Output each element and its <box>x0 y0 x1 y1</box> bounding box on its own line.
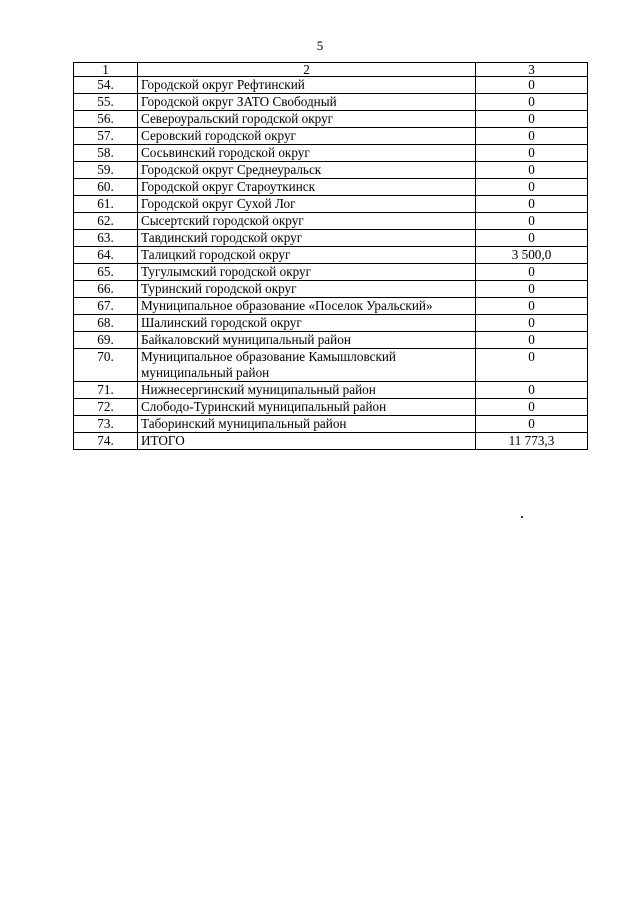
row-number: 58. <box>74 145 138 162</box>
row-number: 65. <box>74 264 138 281</box>
amount-value: 3 500,0 <box>476 247 588 264</box>
amount-value: 0 <box>476 332 588 349</box>
row-number: 64. <box>74 247 138 264</box>
amount-value: 0 <box>476 382 588 399</box>
row-number: 67. <box>74 298 138 315</box>
row-number: 73. <box>74 416 138 433</box>
amount-value: 0 <box>476 315 588 332</box>
row-number: 56. <box>74 111 138 128</box>
municipality-name: Серовский городской округ <box>138 128 476 145</box>
municipality-name: Городской округ Сухой Лог <box>138 196 476 213</box>
municipality-name: Байкаловский муниципальный район <box>138 332 476 349</box>
municipality-name: Нижнесергинский муниципальный район <box>138 382 476 399</box>
table-row <box>74 315 588 332</box>
municipality-name: Туринский городской округ <box>138 281 476 298</box>
municipality-name: Тавдинский городской округ <box>138 230 476 247</box>
amount-value: 0 <box>476 111 588 128</box>
table-row <box>74 128 588 145</box>
amount-value: 0 <box>476 145 588 162</box>
row-number: 59. <box>74 162 138 179</box>
column-header: 2 <box>138 63 476 77</box>
table-row <box>74 264 588 281</box>
municipality-name: Талицкий городской округ <box>138 247 476 264</box>
row-number: 55. <box>74 94 138 111</box>
row-number: 72. <box>74 399 138 416</box>
table-row <box>74 196 588 213</box>
amount-value: 0 <box>476 128 588 145</box>
allocation-table <box>73 62 588 450</box>
municipality-name: Таборинский муниципальный район <box>138 416 476 433</box>
municipality-name: Муниципальное образование «Поселок Уральский» <box>138 298 476 315</box>
total-value: 11 773,3 <box>476 433 588 450</box>
amount-value: 0 <box>476 77 588 94</box>
row-number: 66. <box>74 281 138 298</box>
row-number: 61. <box>74 196 138 213</box>
page-number: 5 <box>316 38 324 53</box>
row-number: 62. <box>74 213 138 230</box>
table-row <box>74 281 588 298</box>
row-number: 63. <box>74 230 138 247</box>
table-row <box>74 247 588 264</box>
amount-value: 0 <box>476 179 588 196</box>
amount-value: 0 <box>476 213 588 230</box>
amount-value: 0 <box>476 94 588 111</box>
municipality-name: Слободо-Туринский муниципальный район <box>138 399 476 416</box>
column-header: 1 <box>74 63 138 77</box>
municipality-name: Городской округ Среднеуральск <box>138 162 476 179</box>
amount-value: 0 <box>476 281 588 298</box>
table-row <box>74 332 588 349</box>
municipality-name: Сысертский городской округ <box>138 213 476 230</box>
table-row <box>74 416 588 433</box>
table-row <box>74 399 588 416</box>
amount-value: 0 <box>476 162 588 179</box>
municipality-name: Городской округ ЗАТО Свободный <box>138 94 476 111</box>
table-row <box>74 77 588 94</box>
table-row <box>74 349 588 382</box>
table-row <box>74 179 588 196</box>
amount-value: 0 <box>476 196 588 213</box>
total-label: ИТОГО <box>138 433 476 450</box>
table-row <box>74 298 588 315</box>
amount-value: 0 <box>476 399 588 416</box>
municipality-name: Тугулымский городской округ <box>138 264 476 281</box>
column-header: 3 <box>476 63 588 77</box>
table-header-row <box>74 63 588 77</box>
municipality-name: Шалинский городской округ <box>138 315 476 332</box>
row-number: 54. <box>74 77 138 94</box>
row-number: 68. <box>74 315 138 332</box>
row-number: 57. <box>74 128 138 145</box>
municipality-name: Североуральский городской округ <box>138 111 476 128</box>
scan-speck <box>521 516 523 518</box>
table-row <box>74 111 588 128</box>
table-row <box>74 94 588 111</box>
table-row <box>74 230 588 247</box>
table-row <box>74 382 588 399</box>
row-number: 71. <box>74 382 138 399</box>
table-row <box>74 162 588 179</box>
municipality-name: Муниципальное образование Камышловский муниципальный район <box>138 349 476 382</box>
amount-value: 0 <box>476 416 588 433</box>
municipality-name: Сосьвинский городской округ <box>138 145 476 162</box>
table-row <box>74 145 588 162</box>
row-number: 60. <box>74 179 138 196</box>
table-total-row <box>74 433 588 450</box>
amount-value: 0 <box>476 298 588 315</box>
municipality-name: Городской округ Староуткинск <box>138 179 476 196</box>
row-number: 69. <box>74 332 138 349</box>
row-number: 70. <box>74 349 138 382</box>
amount-value: 0 <box>476 230 588 247</box>
municipality-name: Городской округ Рефтинский <box>138 77 476 94</box>
table-row <box>74 213 588 230</box>
amount-value: 0 <box>476 264 588 281</box>
amount-value: 0 <box>476 349 588 382</box>
row-number: 74. <box>74 433 138 450</box>
